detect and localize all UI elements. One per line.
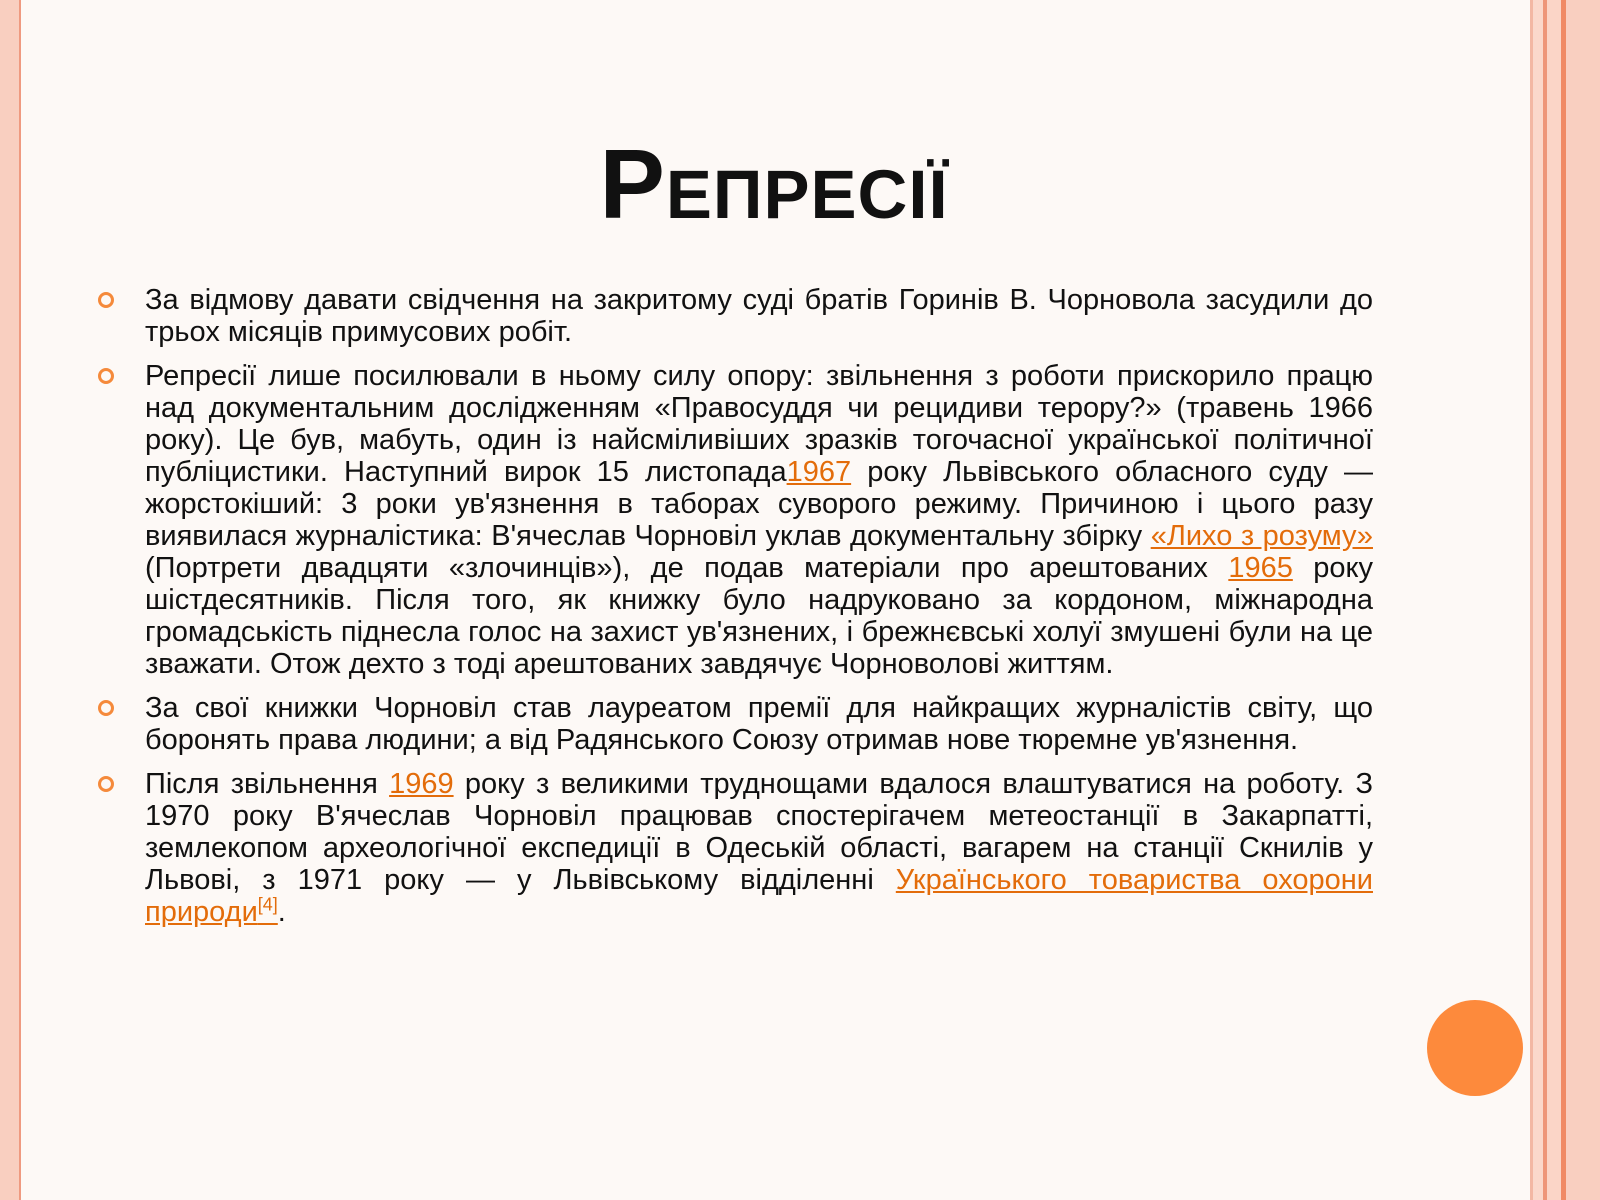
reference-mark: [4] bbox=[257, 894, 278, 915]
bullet-text: Репресії лише посилювали в ньому силу опору: звільнення з роботи прискорило працю над документальним дослідженням «Правосуддя чи рецидиви терору?» (травень 1966 року). Це був, мабуть, один із найсміливіших зразків тогочасної української політичної публіцистики. Наступний вирок 15 листопада bbox=[145, 360, 1373, 488]
bullet-text: року шістдесятників. Після того, як книжку було надруковано за кордоном, міжнародна громадськість піднесла голос на захист ув'язнених, і брежнєвські холуї змушені були на це зважати. Отож дехто з тоді арештованих завдячує Чорноволові життям. bbox=[145, 552, 1373, 680]
bullet-item-3 bbox=[98, 692, 1373, 756]
bullet-item-2 bbox=[98, 360, 1373, 680]
bullet-text: року Львівського обласного суду — жорстокіший: 3 роки ув'язнення в таборах суворого режиму. Причиною і цього разу виявилася журналістика: В'ячеслав Чорновіл уклав документальну збірку bbox=[145, 456, 1373, 552]
bullet-item-1 bbox=[98, 284, 1373, 348]
bullet-text: . bbox=[277, 896, 286, 928]
bullet-circle-icon bbox=[98, 776, 114, 792]
bullet-text: (Портрети двадцяти «злочинців»), де подав матеріали про арештованих bbox=[145, 552, 1229, 584]
right-stripe bbox=[1566, 0, 1600, 1200]
bullet-item-4 bbox=[98, 768, 1373, 928]
link-1969[interactable]: 1969 bbox=[389, 768, 454, 800]
bullet-circle-icon bbox=[98, 700, 114, 716]
slide-title: Репресії bbox=[599, 129, 949, 239]
link-1965[interactable]: 1965 bbox=[1228, 552, 1293, 584]
bullet-text: року з великими труднощами вдалося влаштуватися на роботу. З 1970 року В'ячеслав Чорновіл працював спостерігачем метеостанції в Закарпатті, землекопом археологічної експедиції в Одеській області, вагарем на станції Скнилів у Львові, з 1971 року — у Львівському відділенні bbox=[145, 768, 1373, 896]
right-stripe bbox=[1547, 0, 1561, 1200]
orange-circle-decoration bbox=[1427, 1000, 1523, 1096]
bullet-circle-icon bbox=[98, 368, 114, 384]
link-lykho-z-rozumu[interactable]: «Лихо з розуму» bbox=[1150, 520, 1373, 552]
bullet-text: За відмову давати свідчення на закритому суді братів Горинів В. Чорновола засудили до трьох місяців примусових робіт. bbox=[145, 284, 1373, 348]
bullet-text: Після звільнення bbox=[145, 768, 390, 800]
link-text: Українського товариства охорони природи bbox=[145, 864, 1373, 928]
bullet-list bbox=[98, 284, 1373, 940]
bullet-circle-icon bbox=[98, 292, 114, 308]
link-1967[interactable]: 1967 bbox=[786, 456, 852, 488]
bullet-text: За свої книжки Чорновіл став лауреатом премії для найкращих журналістів світу, що боронять права людини; а від Радянського Союзу отримав нове тюремне ув'язнення. bbox=[145, 692, 1373, 756]
